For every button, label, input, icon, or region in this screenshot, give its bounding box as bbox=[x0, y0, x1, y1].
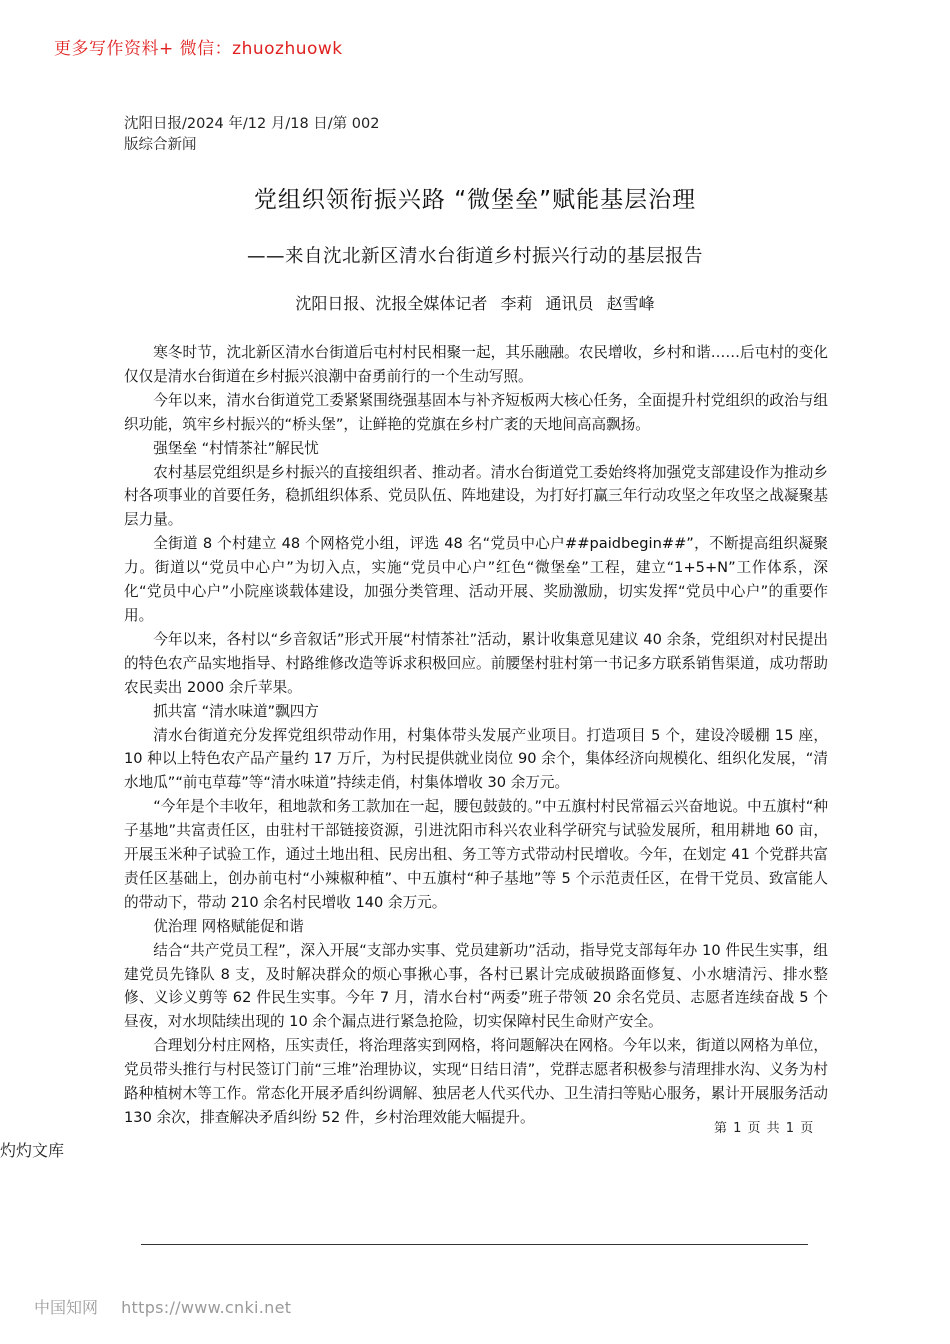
footer-site-name: 中国知网 bbox=[34, 1298, 99, 1317]
page-number: 第 1 页 共 1 页 bbox=[714, 1121, 815, 1136]
section-heading: 优治理 网格赋能促和谐 bbox=[153, 917, 304, 935]
article-title: 党组织领衔振兴路 “微堡垒”赋能基层治理 bbox=[253, 187, 697, 213]
article-body bbox=[124, 341, 828, 1130]
divider bbox=[141, 1244, 808, 1245]
paragraph: “今年是个丰收年，租地款和务工款加在一起，腰包鼓鼓的。”中五旗村村民常福云兴奋地说。中五旗村“种子基地”共富责任区，由驻村干部链接资源，引进沈阳市科兴农业科学研究与试验发展所，租用耕地 60 亩，开展玉米种子试验工作，通过土地出租、民房出租、务工等方式带动村民增收。今年，在划定 41 个党群共富责任区基础上，创办前屯村“小辣椒种植”、中五旗村“种子基地”等 5 个示范责任区，在骨干党员、致富能人的带动下，带动 210 余名村民增收 140 余万元。 bbox=[124, 798, 828, 911]
paragraph: 寒冬时节，沈北新区清水台街道后屯村村民相聚一起，其乐融融。农民增收，乡村和谐……后屯村的变化仅仅是清水台街道在乡村振兴浪潮中奋勇前行的一个生动写照。 bbox=[124, 344, 828, 385]
paragraph: 今年以来，各村以“乡音叙话”形式开展“村情茶社”活动，累计收集意见建议 40 余条，党组织对村民提出的特色农产品实地指导、村路维修改造等诉求积极回应。前腰堡村驻村第一书记多方联系销售渠道，成功帮助农民卖出 2000 余斤苹果。 bbox=[124, 630, 828, 696]
source-line: 沈阳日报/2024 年/12 月/18 日/第 002 bbox=[124, 116, 380, 132]
paragraph: 结合“共产党员工程”，深入开展“支部办实事、党员建新功”活动，指导党支部每年办 10 件民生实事，组建党员先锋队 8 支，及时解决群众的烦心事揪心事，各村已累计完成破损路面修复、小水塘清污、排水整修、义诊义剪等 62 件民生实事。今年 7 月，清水台村“两委”班子带领 20 余名党员、志愿者连续奋战 5 个昼夜，对水坝陆续出现的 10 余个漏点进行紧急抢险，切实保障村民生命财产安全。 bbox=[124, 941, 828, 1031]
section-heading: 强堡垒 “村情茶社”解民忧 bbox=[153, 439, 319, 457]
paragraph: 全街道 8 个村建立 48 个网格党小组，评选 48 名“党员中心户##paidbegin##”，不断提高组织凝聚力。街道以“党员中心户”为切入点，实施“党员中心户”红色“微堡垒”工程，建立“1+5+N”工作体系，深化“党员中心户”小院座谈载体建设，加强分类管理、活动开展、奖励激励，切实发挥“党员中心户”的重要作用。 bbox=[124, 535, 828, 624]
byline: 沈阳日报、沈报全媒体记者 李莉 通讯员 赵雪峰 bbox=[295, 294, 655, 313]
promo-banner[interactable]: 更多写作资料+ 微信：zhuozhuowk bbox=[54, 39, 343, 59]
paragraph: 合理划分村庄网格，压实责任，将治理落实到网格，将问题解决在网格。今年以来，街道以网格为单位，党员带头推行与村民签订门前“三堆”治理协议，实现“日结日清”，党群志愿者积极参与清理排水沟、义务为村路种植树木等工作。常态化开展矛盾纠纷调解、独居老人代买代办、卫生清扫等贴心服务，累计开展服务活动 130 余次，排查解决矛盾纠纷 52 件，乡村治理效能大幅提升。 bbox=[124, 1037, 828, 1126]
source-info bbox=[124, 114, 404, 156]
paragraph: 今年以来，清水台街道党工委紧紧围绕强基固本与补齐短板两大核心任务，全面提升村党组织的政治与组织功能，筑牢乡村振兴的“桥头堡”，让鲜艳的党旗在乡村广袤的天地间高高飘扬。 bbox=[124, 391, 828, 433]
library-brand: 灼灼文库 bbox=[0, 1141, 65, 1160]
section-heading: 抓共富 “清水味道”飘四方 bbox=[153, 702, 319, 720]
article-subtitle: ——来自沈北新区清水台街道乡村振兴行动的基层报告 bbox=[246, 246, 703, 267]
paragraph: 农村基层党组织是乡村振兴的直接组织者、推动者。清水台街道党工委始终将加强党支部建设作为推动乡村各项事业的首要任务，稳抓组织体系、党员队伍、阵地建设，为打好打赢三年行动攻坚之年攻坚之战凝聚基层力量。 bbox=[124, 463, 828, 529]
paragraph: 清水台街道充分发挥党组织带动作用，村集体带头发展产业项目。打造项目 5 个，建设冷暖棚 15 座，10 种以上特色农产品产量约 17 万斤，为村民提供就业岗位 90 余个，集体经济向规模化、组织化发展，“清水地瓜”“前屯草莓”等“清水味道”持续走俏，村集体增收 30 余万元。 bbox=[124, 726, 828, 792]
footer bbox=[34, 1295, 291, 1318]
source-line: 版综合新闻 bbox=[124, 137, 197, 153]
footer-url-link[interactable]: https://www.cnki.net bbox=[121, 1298, 292, 1317]
